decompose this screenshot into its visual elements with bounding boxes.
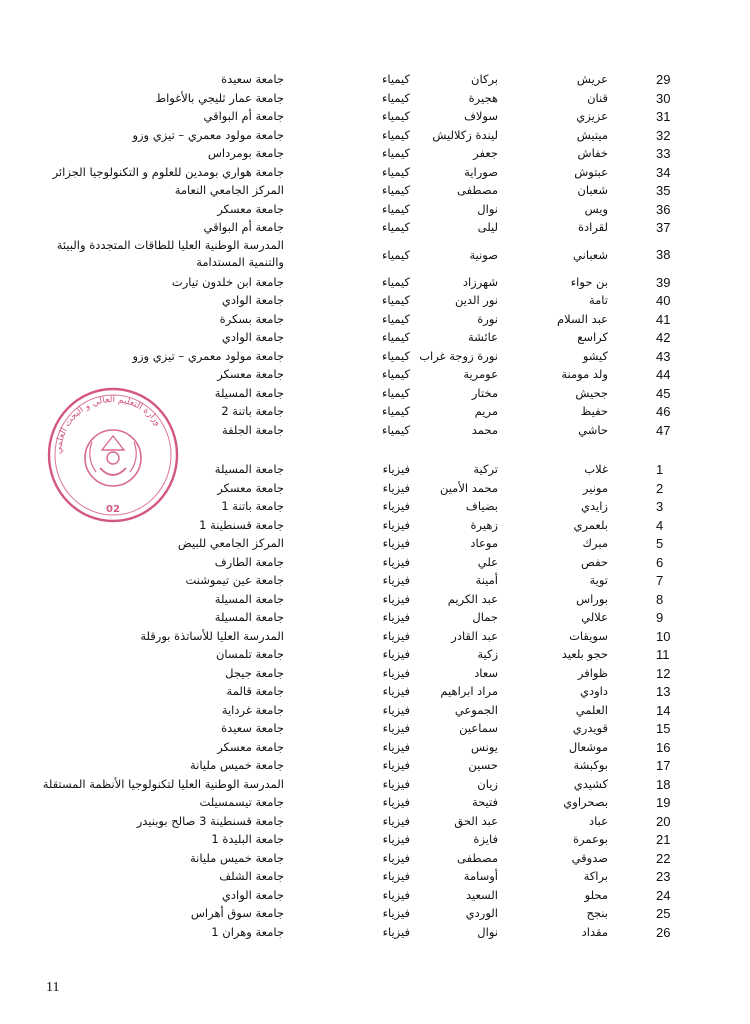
table-row — [0, 126, 750, 145]
table-row — [0, 273, 750, 292]
institution: جامعة باتنة 1 — [221, 499, 284, 513]
institution: جامعة الوادي — [221, 293, 284, 307]
table-row — [0, 682, 750, 701]
table-row — [0, 200, 750, 219]
row-number: 7 — [656, 573, 664, 588]
row-number: 34 — [656, 164, 671, 180]
specialty: كيمياء — [382, 183, 410, 197]
row-number: 35 — [656, 183, 671, 198]
last-name: مبرك — [582, 536, 608, 550]
first-name: نوال — [477, 201, 498, 216]
last-name: توية — [589, 573, 608, 587]
last-name: براكة — [583, 869, 608, 883]
specialty: كيمياء — [382, 220, 410, 234]
specialty: فيزياء — [382, 499, 410, 513]
last-name: كشيدي — [573, 776, 608, 791]
first-name: عبد الكريم — [447, 591, 498, 606]
last-name: صدوقي — [571, 850, 608, 865]
row-number: 23 — [656, 869, 671, 884]
specialty: كيمياء — [382, 164, 410, 179]
specialty: فيزياء — [382, 758, 410, 772]
institution: جامعة قالمة — [226, 684, 284, 698]
specialty: كيمياء — [382, 348, 410, 363]
official-stamp — [42, 380, 184, 534]
table-row — [0, 553, 750, 572]
institution: جامعة المسيلة — [214, 610, 284, 624]
institution: جامعة معسكر — [217, 480, 284, 495]
stamp-number: 02 — [106, 504, 120, 515]
row-number: 38 — [656, 246, 671, 262]
row-number: 30 — [656, 90, 671, 106]
specialty: كيمياء — [382, 422, 410, 437]
table-row — [0, 237, 750, 273]
specialty: كيمياء — [382, 385, 410, 400]
table-row — [0, 627, 750, 646]
institution: جامعة هواري بومدين للعلوم و التكنولوجيا الجزائر — [52, 164, 284, 179]
last-name: عبد السلام — [557, 311, 608, 326]
specialty: فيزياء — [382, 554, 410, 569]
specialty: فيزياء — [382, 739, 410, 754]
row-number: 6 — [656, 554, 664, 570]
specialty: فيزياء — [382, 850, 410, 865]
institution: جامعة معسكر — [217, 739, 284, 754]
specialty: فيزياء — [382, 702, 410, 717]
first-name: السعيد — [465, 887, 498, 902]
specialty: فيزياء — [382, 591, 410, 606]
last-name: بوراس — [576, 591, 608, 606]
stamp-arc-text: وزارة التعليم العالي و البحث العلمي — [53, 394, 163, 455]
institution: جامعة المسيلة — [214, 462, 284, 476]
first-name: مختار — [471, 385, 498, 400]
table-row — [0, 70, 750, 89]
first-name: هجيرة — [468, 90, 498, 105]
first-name: عومرية — [463, 367, 498, 381]
specialty: كيمياء — [382, 247, 410, 262]
row-number: 2 — [656, 480, 664, 496]
row-number: 29 — [656, 72, 671, 87]
row-number: 1 — [656, 462, 664, 477]
last-name: عبتوش — [574, 164, 608, 179]
last-name: ويس — [584, 201, 608, 216]
specialty: كيمياء — [382, 293, 410, 307]
first-name: نوال — [477, 924, 498, 939]
specialty: كيمياء — [382, 274, 410, 289]
row-number: 37 — [656, 220, 671, 235]
last-name: شعبان — [577, 183, 608, 197]
first-name: جمال — [472, 610, 498, 624]
first-name: فايزة — [473, 832, 498, 846]
table-row — [0, 701, 750, 720]
table-row — [0, 849, 750, 868]
first-name: فتيحة — [471, 795, 498, 809]
last-name: حجو بلعيد — [561, 647, 608, 661]
institution: جامعة تلمسان — [215, 647, 284, 661]
row-number: 10 — [656, 628, 671, 644]
table-row — [0, 645, 750, 664]
row-number: 5 — [656, 536, 664, 551]
row-number: 18 — [656, 776, 671, 792]
last-name: كيشو — [582, 348, 608, 363]
institution: جامعة جيجل — [225, 665, 284, 680]
row-number: 41 — [656, 311, 671, 327]
specialty: كيمياء — [382, 367, 410, 381]
specialty: كيمياء — [382, 127, 410, 142]
last-name: ميتيش — [576, 127, 608, 142]
row-number: 20 — [656, 813, 671, 829]
first-name: أوسامة — [463, 869, 498, 883]
last-name: موشعال — [568, 739, 608, 754]
last-name: قنان — [587, 90, 608, 105]
specialty: فيزياء — [382, 628, 410, 643]
row-number: 45 — [656, 385, 671, 401]
table-row — [0, 923, 750, 942]
specialty: فيزياء — [382, 776, 410, 791]
table-row — [0, 291, 750, 310]
first-name: محمد الأمين — [439, 480, 498, 495]
table-row — [0, 664, 750, 683]
row-number: 46 — [656, 404, 671, 419]
institution: جامعة غرداية — [221, 702, 284, 717]
row-number: 40 — [656, 293, 671, 308]
row-number: 36 — [656, 201, 671, 217]
table-row — [0, 756, 750, 775]
last-name: داودي — [580, 684, 608, 698]
specialty: كيمياء — [382, 330, 410, 344]
first-name: سولاف — [463, 109, 498, 123]
row-number: 4 — [656, 517, 664, 533]
institution: جامعة المسيلة — [214, 385, 284, 400]
institution: جامعة قسنطينة 1 — [199, 517, 284, 532]
last-name: حفيظ — [580, 404, 608, 418]
first-name: موعاد — [470, 536, 498, 550]
table-row — [0, 107, 750, 126]
specialty: فيزياء — [382, 887, 410, 902]
last-name: محلو — [584, 887, 608, 902]
last-name: جحيش — [575, 385, 608, 400]
first-name: أمينة — [475, 573, 498, 587]
institution: جامعة سعيدة — [221, 72, 284, 86]
last-name: تامة — [588, 293, 608, 307]
institution: جامعة الوادي — [221, 330, 284, 344]
table-row — [0, 181, 750, 200]
first-name: مريم — [474, 404, 498, 418]
last-name: لقرادة — [577, 220, 608, 234]
table-row — [0, 719, 750, 738]
institution: جامعة سوق أهراس — [190, 906, 284, 920]
institution: المركز الجامعي للبيض — [177, 536, 284, 550]
table-row — [0, 347, 750, 366]
specialty: فيزياء — [382, 573, 410, 587]
table-row — [0, 534, 750, 553]
row-number: 42 — [656, 330, 671, 345]
table-row — [0, 775, 750, 794]
row-number: 22 — [656, 850, 671, 866]
institution: جامعة عمار ثليجي بالأغواط — [155, 90, 284, 105]
first-name: يونس — [470, 739, 498, 754]
row-number: 33 — [656, 146, 671, 161]
first-name: جعفر — [473, 146, 498, 160]
row-number: 8 — [656, 591, 664, 607]
first-name: الوردي — [465, 906, 498, 920]
institution: المدرسة الوطنية العليا للطاقات المتجددة والبيئة والتنمية المستدامة — [56, 237, 284, 269]
first-name: ليلى — [477, 220, 498, 234]
institution: جامعة بومرداس — [207, 146, 284, 160]
table-row — [0, 89, 750, 108]
specialty: فيزياء — [382, 665, 410, 680]
last-name: بوكبشة — [573, 758, 608, 772]
specialty: فيزياء — [382, 610, 410, 624]
institution: جامعة قسنطينة 3 صالح بوبنيدر — [136, 813, 284, 828]
last-name: مقداد — [581, 924, 608, 939]
last-name: ولد مومنة — [561, 367, 608, 381]
specialty: فيزياء — [382, 721, 410, 735]
first-name: علي — [477, 554, 498, 569]
specialty: فيزياء — [382, 462, 410, 476]
specialty: فيزياء — [382, 832, 410, 846]
row-number: 17 — [656, 758, 671, 773]
first-name: نورة — [477, 311, 498, 326]
last-name: عزيزي — [576, 109, 608, 123]
last-name: عباد — [589, 813, 608, 828]
table-row — [0, 163, 750, 182]
specialty: فيزياء — [382, 536, 410, 550]
institution: جامعة الطارف — [214, 554, 284, 569]
row-number: 11 — [656, 647, 670, 662]
institution: جامعة ابن خلدون تيارت — [171, 274, 284, 289]
specialty: فيزياء — [382, 924, 410, 939]
institution: جامعة الشلف — [219, 869, 284, 883]
row-number: 24 — [656, 887, 671, 903]
row-number: 31 — [656, 109, 671, 124]
last-name: سويقات — [569, 628, 608, 643]
institution: جامعة الوادي — [221, 887, 284, 902]
table-row — [0, 867, 750, 886]
institution: جامعة معسكر — [217, 367, 284, 381]
row-number: 3 — [656, 499, 664, 514]
first-name: بضياف — [465, 499, 498, 513]
table-row — [0, 310, 750, 329]
first-name: حسين — [468, 758, 498, 772]
first-name: عائشة — [468, 330, 498, 344]
first-name: مصطفى — [457, 850, 498, 865]
row-number: 12 — [656, 665, 671, 681]
last-name: علالي — [581, 610, 608, 624]
institution: جامعة سعيدة — [221, 721, 284, 735]
last-name: بوعمرة — [572, 832, 608, 846]
row-number: 16 — [656, 739, 671, 755]
first-name: زكية — [477, 647, 498, 661]
first-name: صونية — [469, 247, 498, 262]
row-number: 13 — [656, 684, 671, 699]
row-number: 47 — [656, 422, 671, 438]
row-number: 25 — [656, 906, 671, 921]
first-name: زيان — [477, 776, 498, 791]
first-name: زهيرة — [470, 517, 498, 532]
first-name: عبد الحق — [454, 813, 498, 828]
first-name: سماعين — [459, 721, 498, 735]
first-name: نور الدين — [454, 293, 498, 307]
last-name: بنجح — [586, 906, 608, 920]
last-name: خفاش — [577, 146, 608, 160]
last-name: شعباني — [573, 247, 608, 262]
specialty: كيمياء — [382, 90, 410, 105]
specialty: فيزياء — [382, 906, 410, 920]
first-name: نورة زوجة غراب — [419, 348, 498, 363]
row-number: 15 — [656, 721, 671, 736]
specialty: فيزياء — [382, 813, 410, 828]
table-row — [0, 904, 750, 923]
first-name: مراد ابراهيم — [440, 684, 498, 698]
specialty: فيزياء — [382, 647, 410, 661]
first-name: مصطفى — [457, 183, 498, 197]
table-row — [0, 218, 750, 237]
table-row — [0, 738, 750, 757]
institution: جامعة الجلفة — [221, 422, 284, 437]
last-name: عريش — [576, 72, 608, 86]
first-name: ليندة زكلاليش — [432, 127, 498, 142]
row-number: 21 — [656, 832, 671, 847]
institution: جامعة عين تيموشنت — [185, 573, 284, 587]
institution: جامعة معسكر — [217, 201, 284, 216]
specialty: فيزياء — [382, 684, 410, 698]
row-number: 44 — [656, 367, 671, 382]
institution: المدرسة العليا للأساتذة بورقلة — [140, 628, 284, 643]
specialty: كيمياء — [382, 109, 410, 123]
table-row — [0, 328, 750, 347]
institution: جامعة المسيلة — [214, 591, 284, 606]
last-name: مونير — [582, 480, 608, 495]
svg-text:وزارة التعليم العالي و البحث ا — [54, 395, 163, 454]
last-name: حفص — [580, 554, 608, 569]
institution: جامعة باتنة 2 — [221, 404, 284, 418]
emblem-icon — [85, 430, 141, 486]
table-row — [0, 590, 750, 609]
institution: المركز الجامعي النعامة — [174, 183, 284, 197]
institution: جامعة خميس مليانة — [190, 758, 284, 772]
row-number: 32 — [656, 127, 671, 143]
last-name: زايدي — [581, 499, 608, 513]
specialty: كيمياء — [382, 146, 410, 160]
row-number: 19 — [656, 795, 671, 810]
specialty: فيزياء — [382, 480, 410, 495]
first-name: محمد — [471, 422, 498, 437]
first-name: عبد القادر — [451, 628, 498, 643]
last-name: قويدري — [572, 721, 608, 735]
page-number: 11 — [46, 980, 60, 995]
specialty: كيمياء — [382, 404, 410, 418]
institution: جامعة بسكرة — [219, 311, 284, 326]
last-name: ظوافر — [577, 665, 608, 680]
institution: جامعة البليدة 1 — [211, 832, 284, 846]
institution: جامعة مولود معمري – تيزي وزو — [132, 348, 284, 363]
last-name: بلعمري — [573, 517, 608, 532]
last-name: بصحراوي — [563, 795, 608, 809]
institution: جامعة خميس مليانة — [190, 850, 284, 865]
specialty: فيزياء — [382, 869, 410, 883]
specialty: فيزياء — [382, 795, 410, 809]
table-row — [0, 886, 750, 905]
table-row — [0, 812, 750, 831]
row-number: 14 — [656, 702, 671, 718]
first-name: صوراية — [464, 164, 498, 179]
first-name: الجموعي — [454, 702, 498, 717]
last-name: بن حواء — [570, 274, 608, 289]
last-name: كراسع — [577, 330, 608, 344]
first-name: سعاد — [474, 665, 498, 680]
institution: المدرسة الوطنية العليا لتكنولوجيا الأنظمة المستقلة — [42, 776, 284, 791]
table-row — [0, 144, 750, 163]
last-name: العلمي — [575, 702, 608, 717]
last-name: حاشي — [578, 422, 608, 437]
row-number: 39 — [656, 274, 671, 290]
table-row — [0, 608, 750, 627]
institution: جامعة مولود معمري – تيزي وزو — [132, 127, 284, 142]
institution: جامعة وهران 1 — [211, 924, 284, 939]
row-number: 26 — [656, 924, 671, 940]
first-name: شهرزاد — [462, 274, 498, 289]
specialty: كيمياء — [382, 72, 410, 86]
row-number: 9 — [656, 610, 664, 625]
institution: جامعة أم البواقي — [203, 109, 284, 123]
specialty: كيمياء — [382, 311, 410, 326]
last-name: غلاب — [584, 462, 608, 476]
first-name: تركية — [473, 462, 498, 476]
row-number: 43 — [656, 348, 671, 364]
specialty: فيزياء — [382, 517, 410, 532]
institution: جامعة أم البواقي — [203, 220, 284, 234]
table-row — [0, 571, 750, 590]
institution: جامعة تيسمسيلت — [199, 795, 284, 809]
table-row — [0, 793, 750, 812]
specialty: كيمياء — [382, 201, 410, 216]
first-name: بركان — [471, 72, 498, 86]
table-row — [0, 830, 750, 849]
